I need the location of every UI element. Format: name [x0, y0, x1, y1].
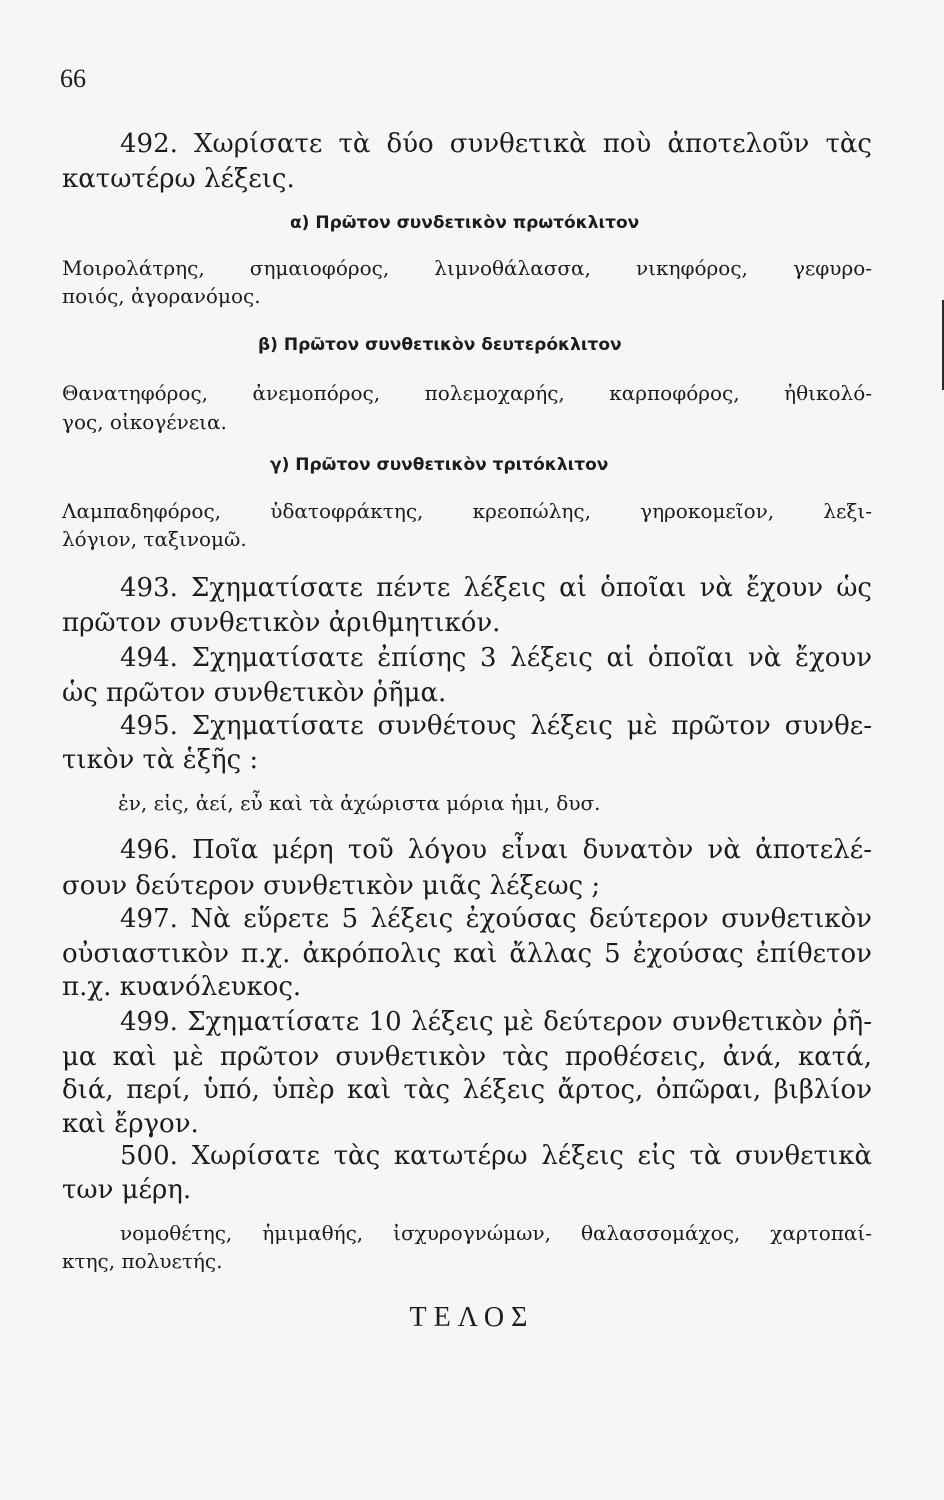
- exercise-494-line-1: 494. Σχηματίσατε ἐπίσης 3 λέξεις αἱ ὁποῖαι νὰ ἔχουν: [120, 643, 872, 673]
- exercise-495-line-2: τικὸν τὰ ἑξῆς :: [62, 745, 259, 775]
- exercise-499-line-3: διά, περί, ὑπό, ὑπὲρ καὶ τὰς λέξεις ἄρτος, ὀπῶραι, βιβλίον: [62, 1075, 872, 1105]
- words-c-line-2: λόγιον, ταξινομῶ.: [62, 527, 247, 551]
- words-a-line-1: Μοιρολάτρης, σημαιοφόρος, λιμνοθάλασσα, νικηφόρος, γεφυρο-: [62, 256, 872, 280]
- exercise-492-line-1: 492. Χωρίσατε τὰ δύο συνθετικὰ ποὺ ἀποτελοῦν τὰς: [120, 129, 872, 159]
- exercise-497-line-3: π.χ. κυανόλευκος.: [62, 972, 302, 1002]
- exercise-499-line-4: καὶ ἔργον.: [62, 1109, 199, 1139]
- words-b-line-2: γος, οἰκογένεια.: [62, 410, 227, 434]
- exercise-499-line-1: 499. Σχηματίσατε 10 λέξεις μὲ δεύτερον συνθετικὸν ῥῆ-: [120, 1007, 872, 1037]
- exercise-500-line-1: 500. Χωρίσατε τὰς κατωτέρω λέξεις εἰς τὰ συνθετικὰ: [120, 1141, 872, 1171]
- exercise-496-line-1: 496. Ποῖα μέρη τοῦ λόγου εἶναι δυνατὸν νὰ ἀποτελέ-: [120, 835, 872, 865]
- exercise-500-line-2: των μέρη.: [62, 1175, 192, 1205]
- page-number: 66: [60, 64, 86, 93]
- words-b-line-1: Θανατηφόρος, ἀνεμοπόρος, πολεμοχαρής, καρποφόρος, ἠθικολό-: [62, 381, 872, 405]
- exercise-497-line-2: οὐσιαστικὸν π.χ. ἀκρόπολις καὶ ἄλλας 5 ἐχούσας ἐπίθετον: [62, 939, 872, 969]
- exercise-494-line-2: ὡς πρῶτον συνθετικὸν ῥῆμα.: [62, 678, 447, 708]
- subheading-b: β) Πρῶτον συνθετικὸν δευτερόκλιτον: [258, 335, 622, 355]
- subheading-c: γ) Πρῶτον συνθετικὸν τριτόκλιτον: [270, 455, 609, 475]
- exercise-493-line-1: 493. Σχηματίσατε πέντε λέξεις αἱ ὁποῖαι νὰ ἔχουν ὡς: [120, 573, 872, 603]
- exercise-500-words-line-1: νομοθέτης, ἡμιμαθής, ἰσχυρογνώμων, θαλασσομάχος, χαρτοπαί-: [120, 1221, 872, 1245]
- end-title: ΤΕΛΟΣ: [409, 1302, 535, 1333]
- exercise-495-line-1: 495. Σχηματίσατε συνθέτους λέξεις μὲ πρῶτον συνθε-: [120, 711, 872, 741]
- exercise-500-words-line-2: κτης, πολυετής.: [62, 1249, 223, 1273]
- subheading-a: α) Πρῶτον συνδετικὸν πρωτόκλιτον: [290, 213, 640, 233]
- exercise-492-line-2: κατωτέρω λέξεις.: [62, 164, 295, 194]
- exercise-499-line-2: μα καὶ μὲ πρῶτον συνθετικὸν τὰς προθέσεις, ἀνά, κατά,: [62, 1042, 872, 1072]
- exercise-493-line-2: πρῶτον συνθετικὸν ἀριθμητικόν.: [62, 608, 501, 638]
- exercise-495-particles: ἐν, εἰς, ἀεί, εὖ καὶ τὰ ἀχώριστα μόρια ἡμι, δυσ.: [118, 791, 601, 815]
- exercise-496-line-2: σουν δεύτερον συνθετικὸν μιᾶς λέξεως ;: [62, 871, 601, 901]
- words-a-line-2: ποιός, ἀγορανόμος.: [62, 284, 261, 308]
- exercise-497-line-1: 497. Νὰ εὕρετε 5 λέξεις ἐχούσας δεύτερον συνθετικὸν: [120, 904, 872, 934]
- words-c-line-1: Λαμπαδηφόρος, ὑδατοφράκτης, κρεοπώλης, γηροκομεῖον, λεξι-: [62, 499, 872, 523]
